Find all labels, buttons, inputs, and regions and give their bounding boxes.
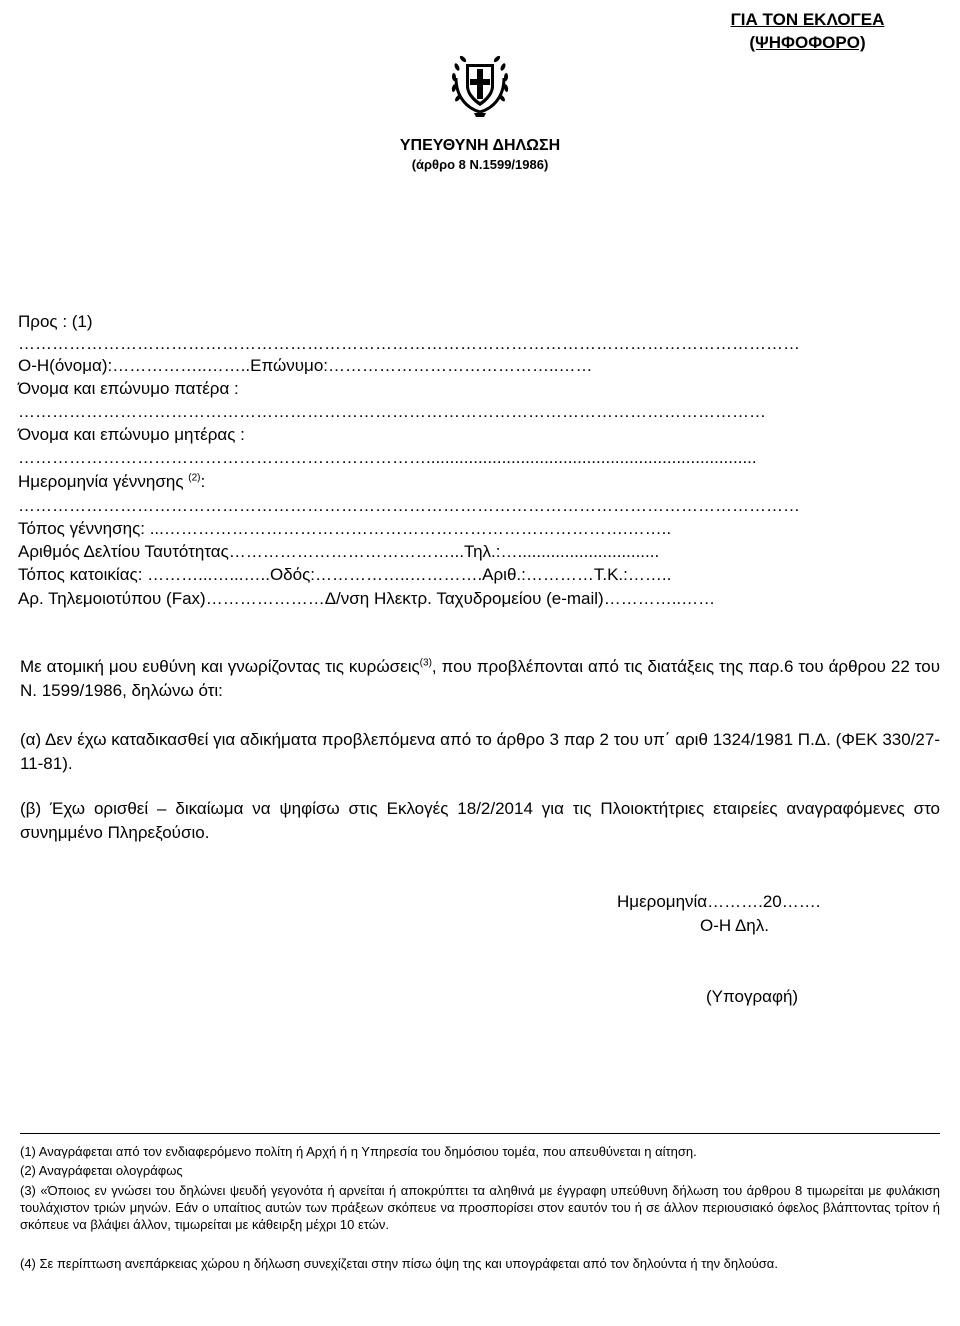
declaration-intro [20, 655, 940, 703]
to-field[interactable]: Προς : (1) [18, 312, 93, 331]
declaration-item-b: (β) Έχω ορισθεί – δικαίωμα να ψηφίσω στις Εκλογές 18/2/2014 για τις Πλοιοκτήτριες εταιρείες αναγραφόμενες στο συνημμένο Πληρεξούσιο. [20, 799, 940, 842]
birthdate-label: Ημερομηνία γέννησης [18, 472, 184, 491]
footnote-3: (3) «Όποιος εν γνώσει του δηλώνει ψευδή γεγονότα ή αρνείται ή αποκρύπτει τα αληθινά με έγγραφη υπεύθυνη δήλωση του άρθρου 8 τιμωρείται με φυλάκιση τουλάχιστον τριών μηνών. Εάν ο υπαίτιος αυτών των πράξεων σκόπευε να προσπορίσει στον εαυτόν του ή σε άλλον περιουσιακό όφελος βλάπτοντας τρίτον ή σκόπευε να βλάψει άλλον, τιμωρείται με κάθειρξη μέχρι 10 ετών. [20, 1183, 940, 1232]
document-title: ΥΠΕΥΘΥΝΗ ΔΗΛΩΣΗ [399, 137, 561, 154]
intro-footnote-ref: (3) [419, 657, 432, 669]
father-name-field[interactable]: Όνομα και επώνυμο πατέρα : [18, 379, 239, 398]
mother-dotted-line: ………………………………………………………………...................................................................... [18, 448, 757, 467]
footnote-divider [20, 1133, 940, 1134]
signature-date-field[interactable]: Ημερομηνία……….20……. [617, 892, 821, 911]
document-subtitle: (άρθρο 8 Ν.1599/1986) [411, 157, 549, 172]
id-number-phone-field[interactable]: Αριθμός Δελτίου Ταυτότητας…………………………………...Τηλ.:….............................. [18, 542, 660, 561]
birthdate-field[interactable] [18, 471, 205, 492]
recipient-heading-line1: ΓΙΑ ΤΟΝ ΕΚΛΟΓΕΑ [730, 10, 885, 29]
birthplace-field[interactable]: Τόπος γέννησης: ...……………………………………………………………………….…….. [18, 519, 672, 538]
footnote-1: (1) Αναγράφεται από τον ενδιαφερόμενο πολίτη ή Αρχή ή η Υπηρεσία του δημόσιου τομέα, που απευθύνεται η αίτηση. [20, 1144, 697, 1159]
father-dotted-line: …………………………………………………………………………………………………………………… [18, 402, 766, 421]
name-surname-field[interactable]: Ο-Η(όνομα):……………..……..Επώνυμο:…………………………………..…… [18, 356, 593, 375]
recipient-heading-line2: (ΨΗΦΟΦΟΡΟ) [749, 33, 866, 52]
declarant-label: Ο-Η Δηλ. [700, 916, 769, 935]
footnote-2: (2) Αναγράφεται ολογράφως [20, 1163, 183, 1178]
birthdate-footnote-ref: (2) [188, 472, 201, 484]
footnote-4: (4) Σε περίπτωση ανεπάρκειας χώρου η δήλωση συνεχίζεται στην πίσω όψη της και υπογράφεται από τον δηλούντα ή την δηλούσα. [20, 1256, 778, 1271]
intro-text-start: Με ατομική μου ευθύνη και γνωρίζοντας τις κυρώσεις [20, 657, 420, 676]
greek-coat-of-arms-icon [448, 50, 512, 120]
residence-address-field[interactable]: Τόπος κατοικίας: ………...…...…..Οδός:……………..………….Αριθ.:…………Τ.Κ.:…….. [18, 565, 672, 584]
birthdate-dotted-line: ………………………………………………………………………………………………………………………… [18, 496, 800, 515]
birthdate-colon: : [200, 472, 206, 491]
to-dotted-line: ………………………………………………………………………………………………………………………… [18, 334, 800, 353]
signature-label[interactable]: (Υπογραφή) [706, 987, 799, 1006]
fax-email-field[interactable]: Αρ. Τηλεμοιοτύπου (Fax)…………………Δ/νση Ηλεκτρ. Ταχυδρομείου (e-mail)…………..…… [18, 589, 716, 608]
mother-name-field[interactable]: Όνομα και επώνυμο μητέρας : [18, 425, 245, 444]
intro-text-end: , που προβλέπονται από τις διατάξεις της παρ.6 του άρθρου 22 του Ν. 1599/1986, δηλώνω ότι: [20, 657, 940, 700]
declaration-item-a: (α) Δεν έχω καταδικασθεί για αδικήματα προβλεπόμενα από το άρθρο 3 παρ 2 του υπ΄ αριθ 1324/1981 Π.Δ. (ΦΕΚ 330/27-11-81). [20, 730, 940, 773]
